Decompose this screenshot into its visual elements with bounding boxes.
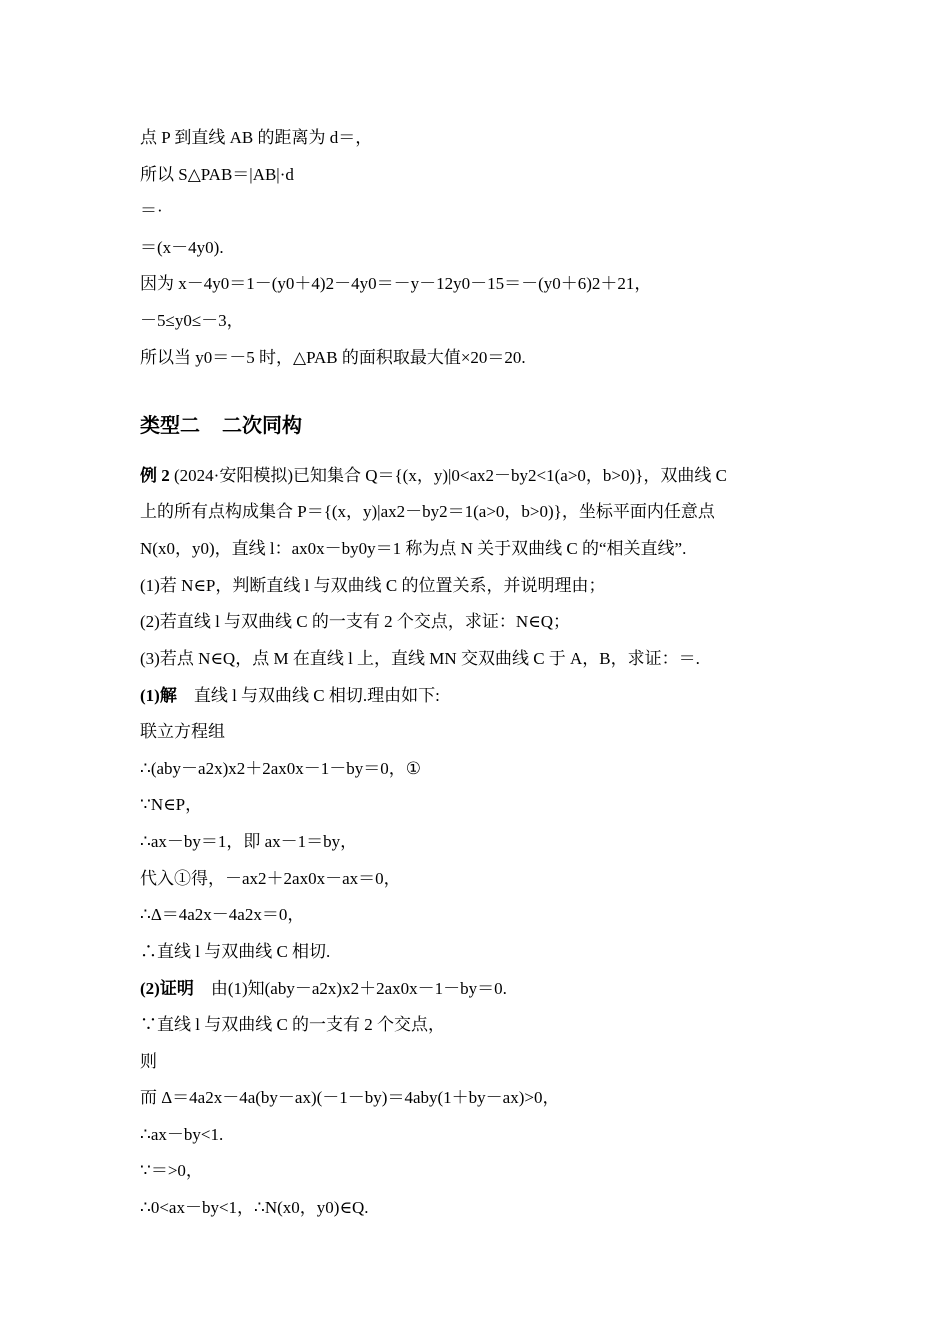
solution-1-header (140, 684, 820, 708)
line-text: ∴(aby－a2x)x2＋2ax0x－1－by＝0，① (140, 759, 422, 778)
proof-line-inequality (140, 1123, 820, 1147)
solution-line-plug-in (140, 867, 820, 891)
line-text: 联立方程组 (140, 722, 225, 741)
solution-line-n-in-p (140, 793, 820, 817)
line-text: ＝(x－4y0). (140, 238, 224, 257)
text-line-distance (140, 126, 820, 150)
question-1 (140, 574, 820, 598)
proof-line-conclusion (140, 1196, 820, 1220)
example-label: 例 2 (140, 466, 170, 485)
question-3 (140, 647, 820, 671)
line-text: ＝· (140, 201, 163, 220)
line-text: ∵N∈P， (140, 795, 203, 814)
line-text: 直线 l 与双曲线 C 相切.理由如下: (193, 686, 440, 705)
line-text: 代入①得，－ax2＋2ax0x－ax＝0， (140, 869, 401, 888)
line-text: ∴直线 l 与双曲线 C 相切. (140, 942, 331, 961)
line-text: 则 (140, 1052, 157, 1071)
example-line-1 (140, 464, 820, 488)
line-text: 所以当 y0＝－5 时，△PAB 的面积取最大值×20＝20. (140, 348, 526, 367)
proof-line-discriminant (140, 1086, 820, 1110)
text-line-area-formula (140, 163, 820, 187)
solution-line-discriminant (140, 903, 820, 927)
proof-line-intersections (140, 1013, 820, 1037)
solution-line-tangent (140, 940, 820, 964)
text-line-because (140, 272, 820, 296)
proof-line-positive (140, 1159, 820, 1183)
line-text: 因为 x－4y0＝1－(y0＋4)2－4y0＝－y－12y0－15＝－(y0＋6)2＋21， (140, 274, 652, 293)
proof-2-header (140, 977, 820, 1001)
solution-line-system (140, 720, 820, 744)
heading-title: 二次同构 (222, 413, 302, 437)
proof-label: (2)证明 (140, 979, 194, 998)
line-text: ∵＝>0， (140, 1161, 203, 1180)
proof-line-then (140, 1050, 820, 1074)
line-text: ∴ax－by<1. (140, 1125, 224, 1144)
line-text: N(x0，y0)，直线 l：ax0x－by0y＝1 称为点 N 关于双曲线 C 的“相关直线”. (140, 539, 687, 558)
text-line-area-step1 (140, 199, 820, 223)
line-text: ∵直线 l 与双曲线 C 的一支有 2 个交点， (140, 1015, 446, 1034)
line-text: 由(1)知(aby－a2x)x2＋2ax0x－1－by＝0. (210, 979, 507, 998)
line-text: (2024·安阳模拟)已知集合 Q＝{(x，y)|0<ax2－by2<1(a>0，b>0)}，双曲线 C (174, 466, 727, 485)
text-line-range (140, 309, 820, 333)
question-2 (140, 610, 820, 634)
example-line-3 (140, 537, 820, 561)
line-text: 所以 S△PAB＝|AB|·d (140, 165, 294, 184)
section-heading (140, 411, 302, 439)
line-text: ∴Δ＝4a2x－4a2x＝0， (140, 905, 305, 924)
line-text: (3)若点 N∈Q，点 M 在直线 l 上，直线 MN 交双曲线 C 于 A，B，求证：＝. (140, 649, 700, 668)
heading-type: 类型二 (140, 413, 200, 437)
solution-label: (1)解 (140, 686, 177, 705)
line-text: ∴ax－by＝1，即 ax－1＝by， (140, 832, 358, 851)
solution-line-equation (140, 757, 820, 781)
text-line-conclusion (140, 346, 820, 370)
line-text: (1)若 N∈P，判断直线 l 与双曲线 C 的位置关系，并说明理由； (140, 576, 606, 595)
solution-line-substitute (140, 830, 820, 854)
line-text: ∴0<ax－by<1，∴N(x0，y0)∈Q. (140, 1198, 369, 1217)
line-text: －5≤y0≤－3， (140, 311, 244, 330)
line-text: (2)若直线 l 与双曲线 C 的一支有 2 个交点，求证：N∈Q； (140, 612, 571, 631)
line-text: 上的所有点构成集合 P＝{(x，y)|ax2－by2＝1(a>0，b>0)}，坐标平面内任意点 (140, 502, 715, 521)
text-line-area-step2 (140, 236, 820, 260)
line-text: 而 Δ＝4a2x－4a(by－ax)(－1－by)＝4aby(1＋by－ax)>0， (140, 1088, 560, 1107)
example-line-2 (140, 500, 820, 524)
line-text: 点 P 到直线 AB 的距离为 d＝， (140, 128, 373, 147)
